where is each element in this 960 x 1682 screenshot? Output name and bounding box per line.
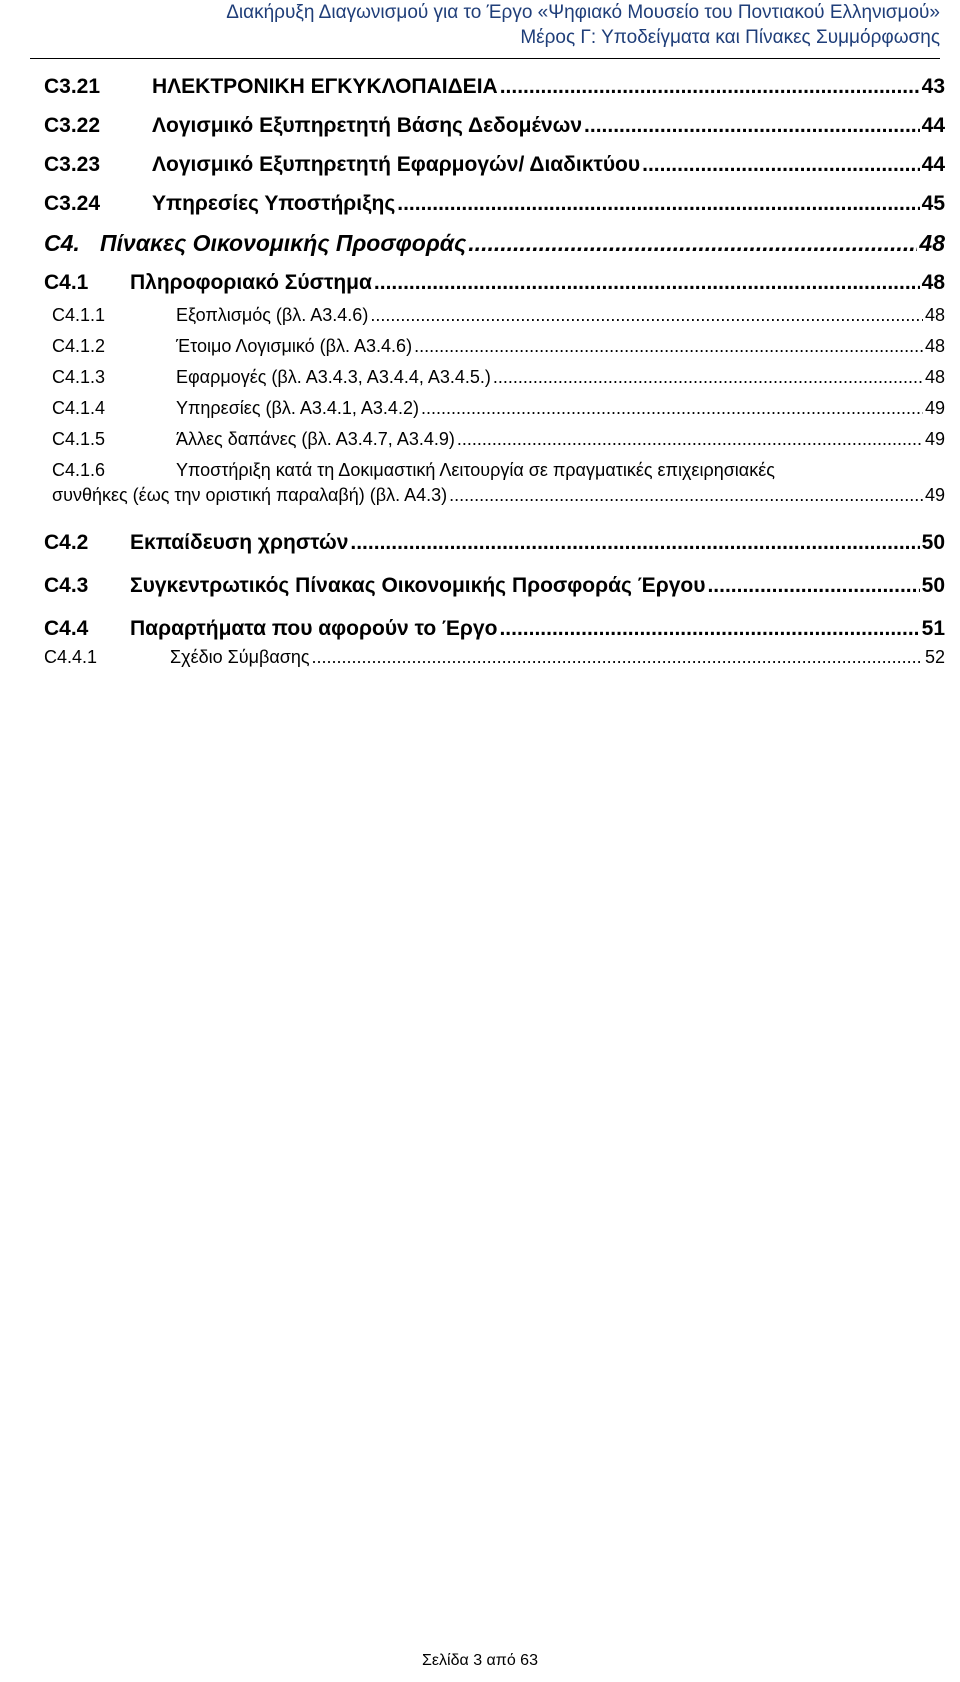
toc-entry-title: Εκπαίδευση χρηστών: [130, 531, 349, 554]
toc-leader-dots: [312, 647, 923, 668]
toc-entry-page: 51: [921, 617, 945, 640]
toc-leader-dots: [499, 617, 919, 641]
toc-leader-dots: [707, 574, 919, 598]
toc-entry[interactable]: [44, 75, 945, 99]
toc-entry-page: 49: [924, 485, 945, 505]
toc-leader-dots: [642, 153, 920, 177]
toc-entry-number: C4.4.1: [44, 647, 98, 667]
toc-leader-dots: [500, 75, 920, 99]
toc-entry-title: Υπηρεσίες (βλ. Α3.4.1, Α3.4.2): [176, 398, 419, 418]
toc-entry[interactable]: [52, 429, 945, 450]
toc-entry-title-continued: συνθήκες (έως την οριστική παραλαβή) (βλ. Α4.3): [52, 485, 448, 505]
toc-entry[interactable]: [52, 367, 945, 388]
toc-entry-page: 48: [924, 336, 945, 356]
toc-entry[interactable]: [52, 398, 945, 419]
toc-entry-title: Εφαρμογές (βλ. Α3.4.3, Α3.4.4, Α3.4.5.): [176, 367, 491, 387]
toc-leader-dots: [449, 485, 923, 506]
header-subtitle: Μέρος Γ: Υποδείγματα και Πίνακες Συμμόρφωσης: [520, 27, 940, 48]
toc-entry-number: C3.21: [44, 75, 101, 98]
toc-entry[interactable]: [44, 531, 945, 555]
toc-entry-number: C3.23: [44, 153, 101, 176]
toc-entry-title: Συγκεντρωτικός Πίνακας Οικονομικής Προσφοράς Έργου: [130, 574, 706, 597]
toc-entry-page: 49: [924, 398, 945, 418]
toc-entry-number: C4.4: [44, 617, 89, 640]
toc-entry-title: Εξοπλισμός (βλ. Α3.4.6): [176, 305, 369, 325]
toc-entry-title: Πληροφοριακό Σύστημα: [130, 271, 372, 294]
toc-leader-dots: [374, 271, 920, 295]
toc-entry[interactable]: [44, 192, 945, 216]
toc-entry[interactable]: [52, 305, 945, 326]
toc-entry-number: C4.1.1: [52, 305, 106, 325]
toc-entry-number: C4.1.6: [52, 460, 106, 480]
toc-entry-page: 52: [924, 647, 945, 667]
toc-entry-title: Υπηρεσίες Υποστήριξης: [152, 192, 396, 215]
toc-entry-number: C4.1: [44, 271, 89, 294]
toc-entry-page: 50: [921, 531, 945, 554]
toc-entry[interactable]: [52, 460, 945, 506]
toc-entry-page: 48: [924, 367, 945, 387]
toc-entry-number: C4.1.4: [52, 398, 106, 418]
toc-entry-number: C4.: [44, 230, 80, 256]
toc-entry-number: C4.3: [44, 574, 89, 597]
toc-leader-dots: [493, 367, 923, 388]
toc-entry-page: 48: [921, 271, 945, 294]
toc-entry-number: C4.2: [44, 531, 89, 554]
toc-entry[interactable]: [44, 153, 945, 177]
toc-entry-page: 45: [921, 192, 945, 215]
toc-entry[interactable]: [44, 230, 945, 257]
toc-entry-page: 43: [921, 75, 945, 98]
toc-leader-dots: [468, 230, 917, 257]
toc-entry-page: 50: [921, 574, 945, 597]
toc-leader-dots: [350, 531, 919, 555]
page-number-footer: Σελίδα 3 από 63: [422, 1652, 538, 1669]
toc-entry[interactable]: [44, 114, 945, 138]
toc-entry-number: C3.22: [44, 114, 101, 137]
toc-leader-dots: [584, 114, 920, 138]
toc-entry-title: Πίνακες Οικονομικής Προσφοράς: [100, 230, 467, 256]
toc-leader-dots: [457, 429, 923, 450]
toc-entry-page: 48: [919, 230, 945, 256]
toc-entry-title: Παραρτήματα που αφορούν το Έργο: [130, 617, 498, 640]
toc-entry-title: Έτοιμο Λογισμικό (βλ. Α3.4.6): [176, 336, 413, 356]
toc-entry[interactable]: [44, 647, 945, 668]
toc-entry-title: Λογισμικό Εξυπηρετητή Εφαρμογών/ Διαδικτύου: [152, 153, 641, 176]
toc-entry-number: C4.1.5: [52, 429, 106, 449]
toc-entry[interactable]: [44, 271, 945, 295]
header-divider: [30, 58, 940, 59]
toc-entry[interactable]: [44, 617, 945, 641]
toc-entry-title: Υποστήριξη κατά τη Δοκιμαστική Λειτουργία σε πραγματικές επιχειρησιακές: [176, 460, 775, 480]
toc-leader-dots: [414, 336, 923, 357]
toc-entry-title: Άλλες δαπάνες (βλ. Α3.4.7, Α3.4.9): [176, 429, 455, 449]
toc-entry[interactable]: [44, 574, 945, 598]
toc-leader-dots: [370, 305, 923, 326]
toc-entry-number: C4.1.3: [52, 367, 106, 387]
toc-entry-title: Λογισμικό Εξυπηρετητή Βάσης Δεδομένων: [152, 114, 583, 137]
toc-entry-page: 49: [924, 429, 945, 449]
toc-entry-page: 44: [921, 114, 945, 137]
header-title: Διακήρυξη Διαγωνισμού για το Έργο «Ψηφιακό Μουσείο του Ποντιακού Ελληνισμού»: [226, 2, 940, 23]
toc-entry-page: 44: [921, 153, 945, 176]
toc-leader-dots: [421, 398, 923, 419]
toc-entry-page: 48: [924, 305, 945, 325]
toc-entry-number: C3.24: [44, 192, 101, 215]
toc-entry-title: Σχέδιο Σύμβασης: [170, 647, 310, 667]
document-header: [226, 0, 940, 50]
toc-leader-dots: [397, 192, 919, 216]
toc-entry[interactable]: [52, 336, 945, 357]
toc-entry-number: C4.1.2: [52, 336, 106, 356]
toc-entry-title: ΗΛΕΚΤΡΟΝΙΚΗ ΕΓΚΥΚΛΟΠΑΙΔΕΙΑ: [152, 75, 498, 98]
